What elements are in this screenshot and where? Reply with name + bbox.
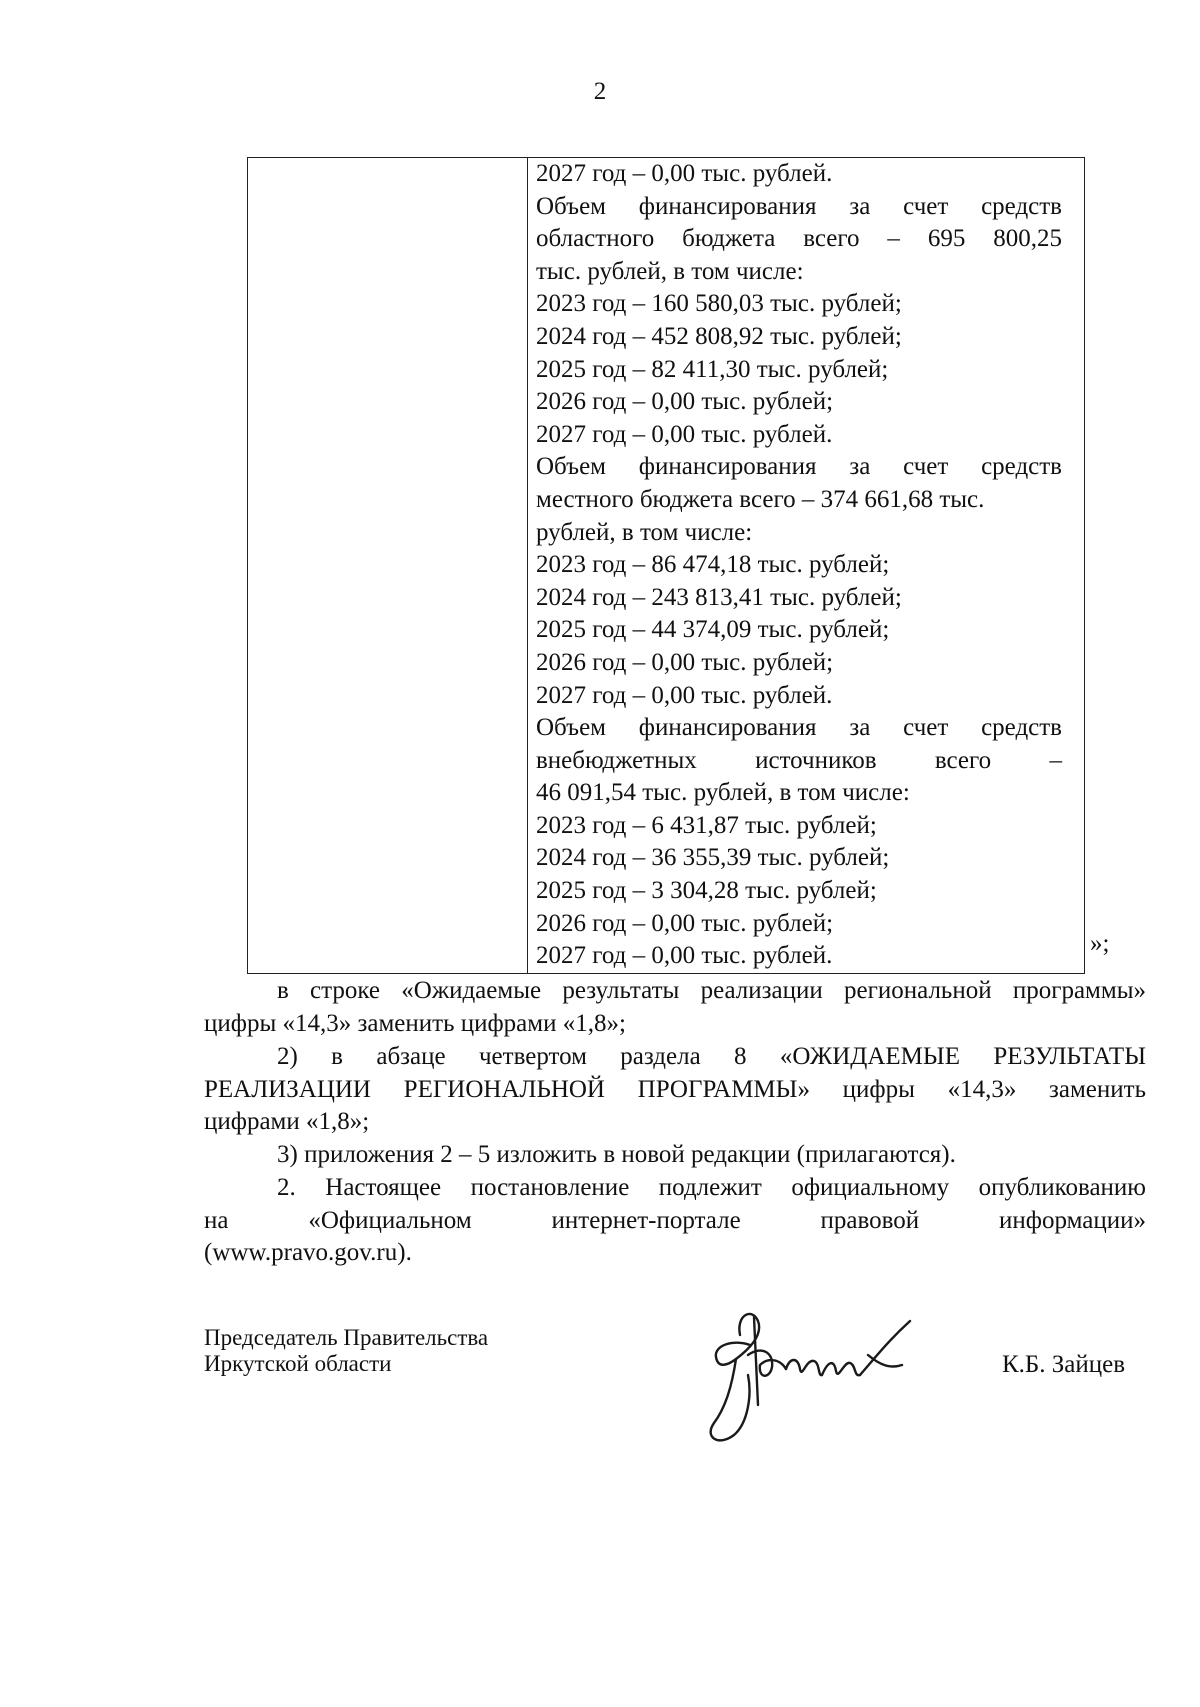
paragraph-line: 3) приложения 2 – 5 изложить в новой редакции (прилагаются). [277, 1141, 956, 1168]
paragraph-4 [204, 1172, 1146, 1270]
paragraph-line: РЕАЛИЗАЦИИ РЕГИОНАЛЬНОЙ ПРОГРАММЫ» цифры «14,3» заменить [204, 1075, 1146, 1103]
table-left-cell [248, 158, 528, 974]
paragraph-line: цифры «14,3» заменить цифрами «1,8»; [204, 1009, 626, 1037]
table-right-cell [528, 158, 1085, 974]
handwritten-signature [678, 1295, 938, 1455]
closing-quote: »; [1090, 930, 1110, 957]
position-line: Иркутской области [204, 1351, 392, 1376]
table-line: 2023 год – 86 474,18 тыс. рублей; [536, 551, 890, 579]
table-line: тыс. рублей, в том числе: [536, 257, 804, 285]
paragraph-line: в строке «Ожидаемые результаты реализации региональной программы» [277, 977, 1146, 1004]
table-line: 2025 год – 3 304,28 тыс. рублей; [536, 877, 877, 905]
table-line: 2025 год – 82 411,30 тыс. рублей; [536, 355, 889, 383]
table-line: 2025 год – 44 374,09 тыс. рублей; [536, 616, 890, 644]
table-line: 2026 год – 0,00 тыс. рублей; [536, 648, 834, 676]
table-line: 46 091,54 тыс. рублей, в том числе: [536, 779, 910, 807]
table-line: рублей, в том числе: [536, 518, 753, 546]
paragraph-line: цифрами «1,8»; [204, 1108, 370, 1136]
table-line: 2027 год – 0,00 тыс. рублей. [536, 942, 833, 970]
table-line: 2027 год – 0,00 тыс. рублей. [536, 681, 833, 709]
financing-table [247, 157, 1085, 974]
table-line: 2026 год – 0,00 тыс. рублей; [536, 388, 834, 416]
paragraph-2 [204, 1041, 1146, 1139]
table-line: 2027 год – 0,00 тыс. рублей. [536, 160, 833, 187]
table-line: Объем финансирования за счет средств [536, 453, 1062, 481]
paragraph-line: 2) в абзаце четвертом раздела 8 «ОЖИДАЕМЫЕ РЕЗУЛЬТАТЫ [277, 1043, 1146, 1070]
table-line: 2024 год – 452 808,92 тыс. рублей; [536, 322, 902, 350]
paragraph-line: на «Официальном интернет-портале правовой информации» [204, 1206, 1146, 1234]
signatory-position [204, 1325, 488, 1377]
page-number: 2 [593, 78, 607, 105]
table-line: 2023 год – 6 431,87 тыс. рублей; [536, 811, 877, 839]
table-line: 2024 год – 243 813,41 тыс. рублей; [536, 583, 902, 611]
table-line: областного бюджета всего – 695 800,25 [536, 225, 1062, 253]
table-line: 2027 год – 0,00 тыс. рублей. [536, 420, 833, 448]
position-line: Председатель Правительства [204, 1325, 489, 1350]
table-line: 2024 год – 36 355,39 тыс. рублей; [536, 844, 890, 872]
table-line: местного бюджета всего – 374 661,68 тыс. [536, 485, 985, 513]
table-line: внебюджетных источников всего – [536, 746, 1062, 774]
table-line: 2026 год – 0,00 тыс. рублей; [536, 909, 834, 937]
paragraph-line: (www.pravo.gov.ru). [204, 1239, 412, 1267]
signatory-name: К.Б. Зайцев [1002, 1351, 1126, 1378]
table-line: 2023 год – 160 580,03 тыс. рублей; [536, 290, 902, 318]
table-line: Объем финансирования за счет средств [536, 192, 1062, 220]
paragraph-1 [204, 975, 1146, 1040]
paragraph-line: 2. Настоящее постановление подлежит официальному опубликованию [277, 1174, 1146, 1201]
table-line: Объем финансирования за счет средств [536, 714, 1062, 742]
paragraph-3 [204, 1139, 1146, 1172]
